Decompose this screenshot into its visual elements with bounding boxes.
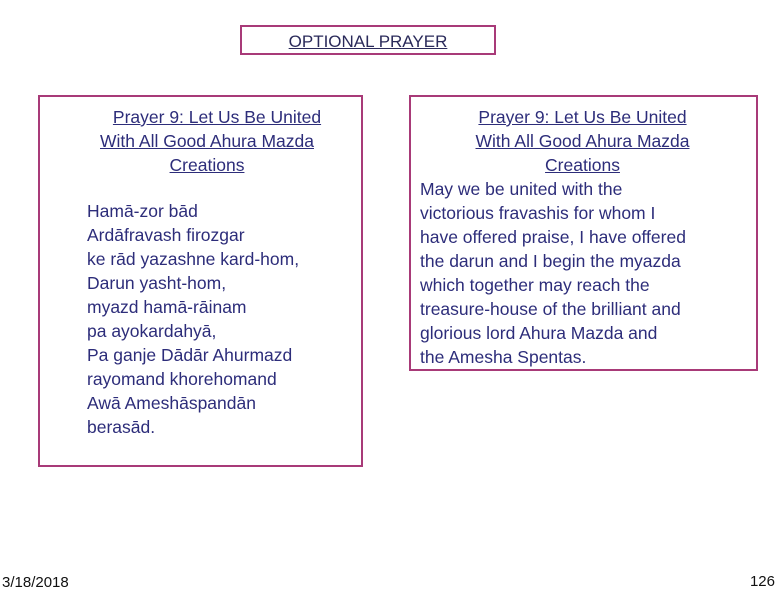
- left-body-line: myazd hamā-rāinam: [87, 297, 247, 317]
- right-heading-line: Prayer 9: Let Us Be United: [478, 107, 687, 127]
- left-panel-transliteration: [87, 199, 357, 439]
- left-body-line: Awā Ameshāspandān: [87, 393, 256, 413]
- right-heading-line: Creations: [545, 155, 620, 175]
- left-heading-line: With All Good Ahura Mazda: [100, 131, 314, 151]
- footer-date: 3/18/2018: [2, 574, 69, 591]
- left-body-line: rayomand khorehomand: [87, 369, 277, 389]
- left-body-line: ke rād yazashne kard-hom,: [87, 249, 300, 269]
- right-body-line: victorious fravashis for whom I: [420, 203, 656, 223]
- left-body-line: Darun yasht-hom,: [87, 273, 227, 293]
- left-heading-line: Creations: [169, 155, 245, 175]
- left-heading-line: Prayer 9: Let Us Be United: [112, 107, 322, 127]
- right-body-line: glorious lord Ahura Mazda and: [420, 323, 658, 343]
- left-body-line: pa ayokardahyā,: [87, 321, 217, 341]
- right-body-line: May we be united with the: [420, 179, 623, 199]
- right-body-line: which together may reach the: [420, 275, 650, 295]
- right-body-line: treasure-house of the brilliant and: [420, 299, 681, 319]
- left-panel-heading: [52, 105, 362, 177]
- right-panel-heading: [420, 105, 745, 177]
- page-number: 126: [749, 573, 775, 590]
- right-body-line: the darun and I begin the myazda: [420, 251, 681, 271]
- right-body-line: the Amesha Spentas.: [420, 347, 587, 367]
- left-body-line: Pa ganje Dādār Ahurmazd: [87, 345, 293, 365]
- slide-title: OPTIONAL PRAYER: [240, 25, 496, 55]
- left-body-line: berasād.: [87, 417, 156, 437]
- left-body-line: Ardāfravash firozgar: [87, 225, 245, 245]
- left-body-line: Hamā-zor bād: [87, 201, 198, 221]
- right-panel-translation: [420, 177, 760, 369]
- right-heading-line: With All Good Ahura Mazda: [475, 131, 690, 151]
- right-body-line: have offered praise, I have offered: [420, 227, 686, 247]
